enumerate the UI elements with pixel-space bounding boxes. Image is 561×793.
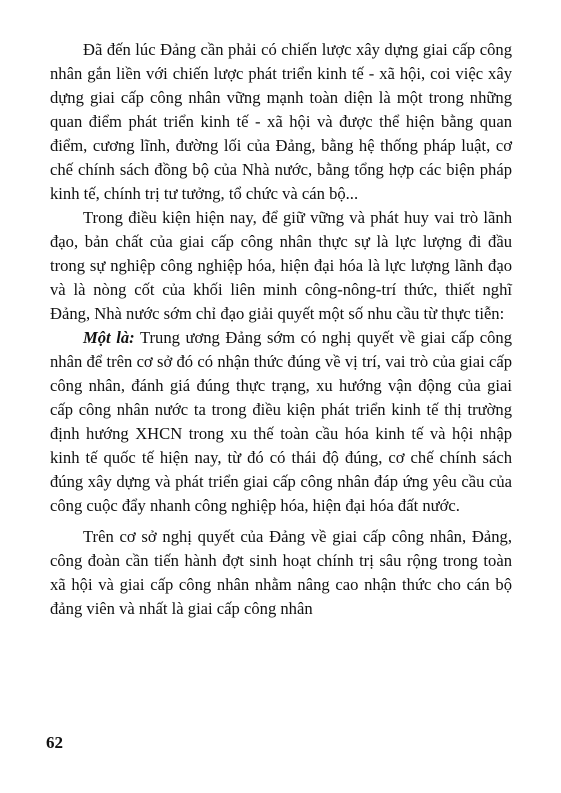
paragraph-1-text: Đã đến lúc Đảng cần phải có chiến lược xây dựng giai cấp công nhân gắn liền với chiến lược phát triển kinh tế - xã hội, coi việc xây dựng giai cấp công nhân vững mạnh toàn diện là một trong những quan điểm phát triển kinh tế - xã hội và được thể hiện bằng quan điểm, cương lĩnh, đường lối của Đảng, bằng hệ thống pháp luật, cơ chế chính sách đồng bộ của Nhà nước, bằng tổng hợp các biện pháp kinh tế, chính trị tư tưởng, tổ chức và cán bộ... [50, 40, 512, 203]
paragraph-3 [50, 326, 512, 518]
paragraph-4-text: Trên cơ sở nghị quyết của Đảng về giai cấp công nhân, Đảng, công đoàn cần tiến hành đợt sinh hoạt chính trị sâu rộng trong toàn xã hội và giai cấp công nhân nhằm nâng cao nhận thức cho cán bộ đảng viên và nhất là giai cấp công nhân [50, 527, 512, 618]
paragraph-3-lead: Một là: [83, 328, 135, 347]
page-number: 62 [46, 733, 63, 752]
paragraph-2 [50, 206, 512, 326]
paragraph-1 [50, 38, 512, 206]
paragraph-3-text: Trung ương Đảng sớm có nghị quyết về giai cấp công nhân để trên cơ sở đó có nhận thức đúng về vị trí, vai trò của giai cấp công nhân, đánh giá đúng thực trạng, xu hướng vận động của giai cấp công nhân nước ta trong điều kiện phát triển kinh tế thị trường định hướng XHCN trong xu thế toàn cầu hóa kinh tế và hội nhập kinh tế quốc tế hiện nay, từ đó có thái độ đúng, cơ chế chính sách đúng xây dựng và phát triển giai cấp công nhân đáp ứng yêu cầu của công cuộc đẩy nhanh công nghiệp hóa, hiện đại hóa đất nước. [50, 328, 512, 515]
page-body [50, 38, 512, 621]
paragraph-4 [50, 525, 512, 621]
paragraph-2-text: Trong điều kiện hiện nay, để giữ vững và phát huy vai trò lãnh đạo, bản chất của giai cấp công nhân thực sự là lực lượng đi đầu trong sự nghiệp công nghiệp hóa, hiện đại hóa là lực lượng lãnh đạo và là nòng cốt của khối liên minh công-nông-trí thức, thiết nghĩ Đảng, Nhà nước sớm chỉ đạo giải quyết một số nhu cầu từ thực tiễn: [50, 208, 512, 323]
